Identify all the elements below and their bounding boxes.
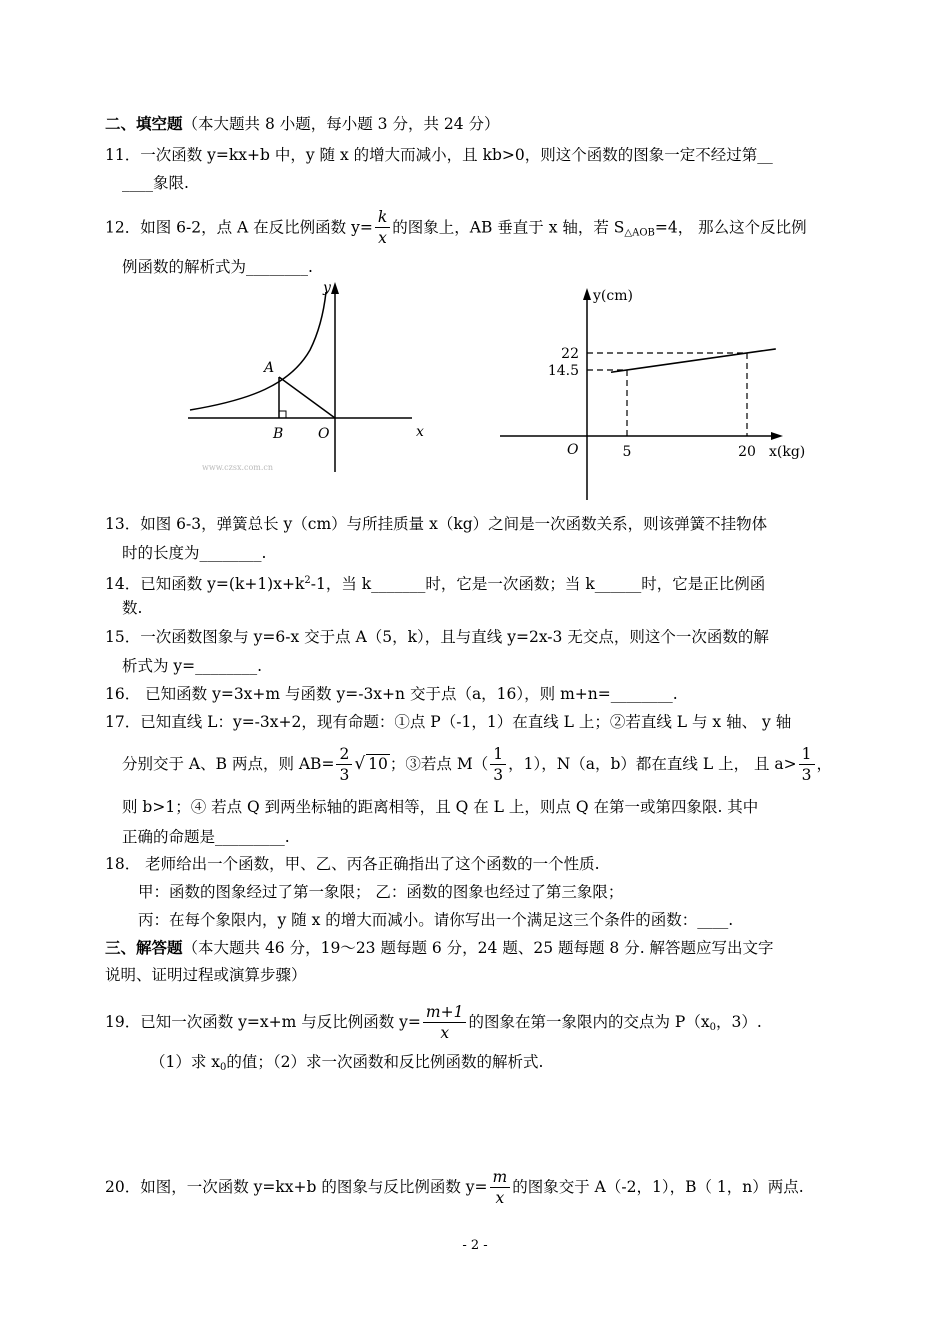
q11-line1: 11．一次函数 y=kx+b 中，y 随 x 的增大而减小，且 kb>0，则这个函数的图象一定不经过第__ bbox=[105, 146, 773, 164]
page-number: - 2 - bbox=[462, 1238, 488, 1253]
y-tick-label-0: 14.5 bbox=[547, 363, 579, 379]
x-tick-label-1: 20 bbox=[738, 444, 756, 460]
label-x: x(kg) bbox=[769, 444, 806, 460]
section-note: （本大题共 46 分，19～23 题每题 6 分，24 题、25 题每题 8 分. 解答题应写出文字 bbox=[182, 939, 774, 957]
right-angle-mark bbox=[279, 411, 286, 418]
fraction-1-3: $\frac{1}{3}$ bbox=[490, 744, 506, 785]
section-3-heading bbox=[105, 937, 774, 959]
q19-line1: 19．已知一次函数 y=x+m 与反比例函数 y= $\frac{m+1}{x}$ 的图象在第一象限内的交点为 $P(x_0$，3）. bbox=[105, 1002, 762, 1042]
q15-line1: 15．一次函数图象与 y=6-x 交于点 A（5，k），且与直线 y=2x-3 无交点，则这个一次函数的解 bbox=[105, 628, 769, 646]
q17-line4: 正确的命题是_________. bbox=[122, 828, 290, 846]
q18-line2: 甲：函数的图象经过了第一象限； 乙：函数的图象也经过了第三象限； bbox=[138, 883, 624, 901]
label-x: x bbox=[416, 424, 424, 440]
figure-6-3 bbox=[495, 278, 825, 503]
fraction-1-3-b: $\frac{1}{3}$ bbox=[799, 744, 815, 785]
chart-marks bbox=[548, 346, 776, 460]
q20-line1: 20．如图，一次函数 y=kx+b 的图象与反比例函数 y= $\frac{m}{x}$ 的图象交于 A（-2，1），B（ 1，n）两点. bbox=[105, 1167, 804, 1207]
q12-line2: 例函数的解析式为________. bbox=[122, 258, 313, 276]
fraction-m-over-x: $\frac{m}{x}$ bbox=[490, 1167, 511, 1208]
x-axis-arrow bbox=[771, 432, 783, 440]
hyperbola-curve bbox=[190, 292, 326, 410]
q13-line1: 13．如图 6-3，弹簧总长 y（cm）与所挂质量 x（kg）之间是一次函数关系，则该弹簧不挂物体 bbox=[105, 515, 768, 533]
label-b: B bbox=[273, 426, 284, 442]
y-tick-label-1: 22 bbox=[561, 346, 579, 362]
q12-line1: 12．如图 6-2，点 A 在反比例函数 y= $\frac{k}{x}$ 的图象上，AB 垂直于 x 轴，若 $S_{\triangle AOB}=4$， 那么这个反比例 bbox=[105, 208, 807, 247]
q15-line2: 析式为 y=________. bbox=[122, 657, 263, 675]
q17-line3: 则 b>1；④ 若点 Q 到两坐标轴的距离相等，且 Q 在 L 上，则点 Q 在第一或第四象限. 其中 bbox=[122, 798, 759, 816]
q17-line2: 分别交于 A、B 两点，则 AB= $\frac{2}{3}$ √ 10 ；③若点 M（ $\frac{1}{3}$ ，1），N（a，b）都在直线 L 上， 且 a> $\frac{1}{3}$ ， bbox=[122, 744, 833, 784]
label-o: O bbox=[567, 442, 579, 458]
sqrt-10: 10 bbox=[368, 755, 388, 773]
label-a: A bbox=[264, 360, 275, 376]
watermark: www.czsx.com.cn bbox=[202, 463, 274, 472]
series-line bbox=[611, 349, 776, 372]
x-tick-label-0: 5 bbox=[622, 444, 632, 460]
q13-line2: 时的长度为________. bbox=[122, 544, 267, 562]
q11-line2: ____象限. bbox=[122, 174, 189, 192]
section-note: （本大题共 8 小题，每小题 3 分，共 24 分） bbox=[182, 115, 500, 133]
fraction-m1-over-x: $\frac{m+1}{x}$ bbox=[423, 1002, 467, 1043]
q19-line2: （1）求 $x_0$的值；（2）求一次函数和反比例函数的解析式. bbox=[150, 1053, 544, 1073]
section-title: 三、解答题 bbox=[105, 938, 183, 957]
label-y: y bbox=[323, 280, 331, 296]
section-3-note2: 说明、证明过程或演算步骤） bbox=[105, 966, 307, 984]
q14-line1: 14．已知函数 $y=(k+1)x+k^2-1$，当 k_______时，它是一次函数；当 k______时，它是正比例函 bbox=[105, 575, 766, 593]
label-y: y(cm) bbox=[593, 288, 633, 304]
label-o: O bbox=[318, 426, 330, 442]
segment-ao bbox=[279, 377, 335, 418]
y-axis-arrow bbox=[583, 288, 591, 300]
figure-6-2 bbox=[180, 280, 440, 475]
q14-line2: 数. bbox=[122, 599, 143, 617]
q18-line3: 丙：在每个象限内，y 随 x 的增大而减小。请你写出一个满足这三个条件的函数：____. bbox=[138, 911, 734, 929]
q17-line1: 17．已知直线 L：y=-3x+2，现有命题：①点 P（-1，1）在直线 L 上；②若直线 L 与 x 轴、 y 轴 bbox=[105, 713, 792, 731]
y-axis-arrow bbox=[331, 282, 339, 294]
section-title: 二、填空题 bbox=[105, 114, 183, 133]
fraction-k-over-x: $\frac{k}{x}$ bbox=[375, 207, 390, 248]
q18-line1: 18． 老师给出一个函数，甲、乙、丙各正确指出了这个函数的一个性质. bbox=[105, 855, 600, 873]
section-2-heading bbox=[105, 113, 500, 135]
fraction-2-3: $\frac{2}{3}$ bbox=[336, 744, 352, 785]
q16-line1: 16． 已知函数 y=3x+m 与函数 y=-3x+n 交于点（a，16），则 m+n=________. bbox=[105, 685, 678, 703]
dashed-guides bbox=[587, 353, 747, 436]
